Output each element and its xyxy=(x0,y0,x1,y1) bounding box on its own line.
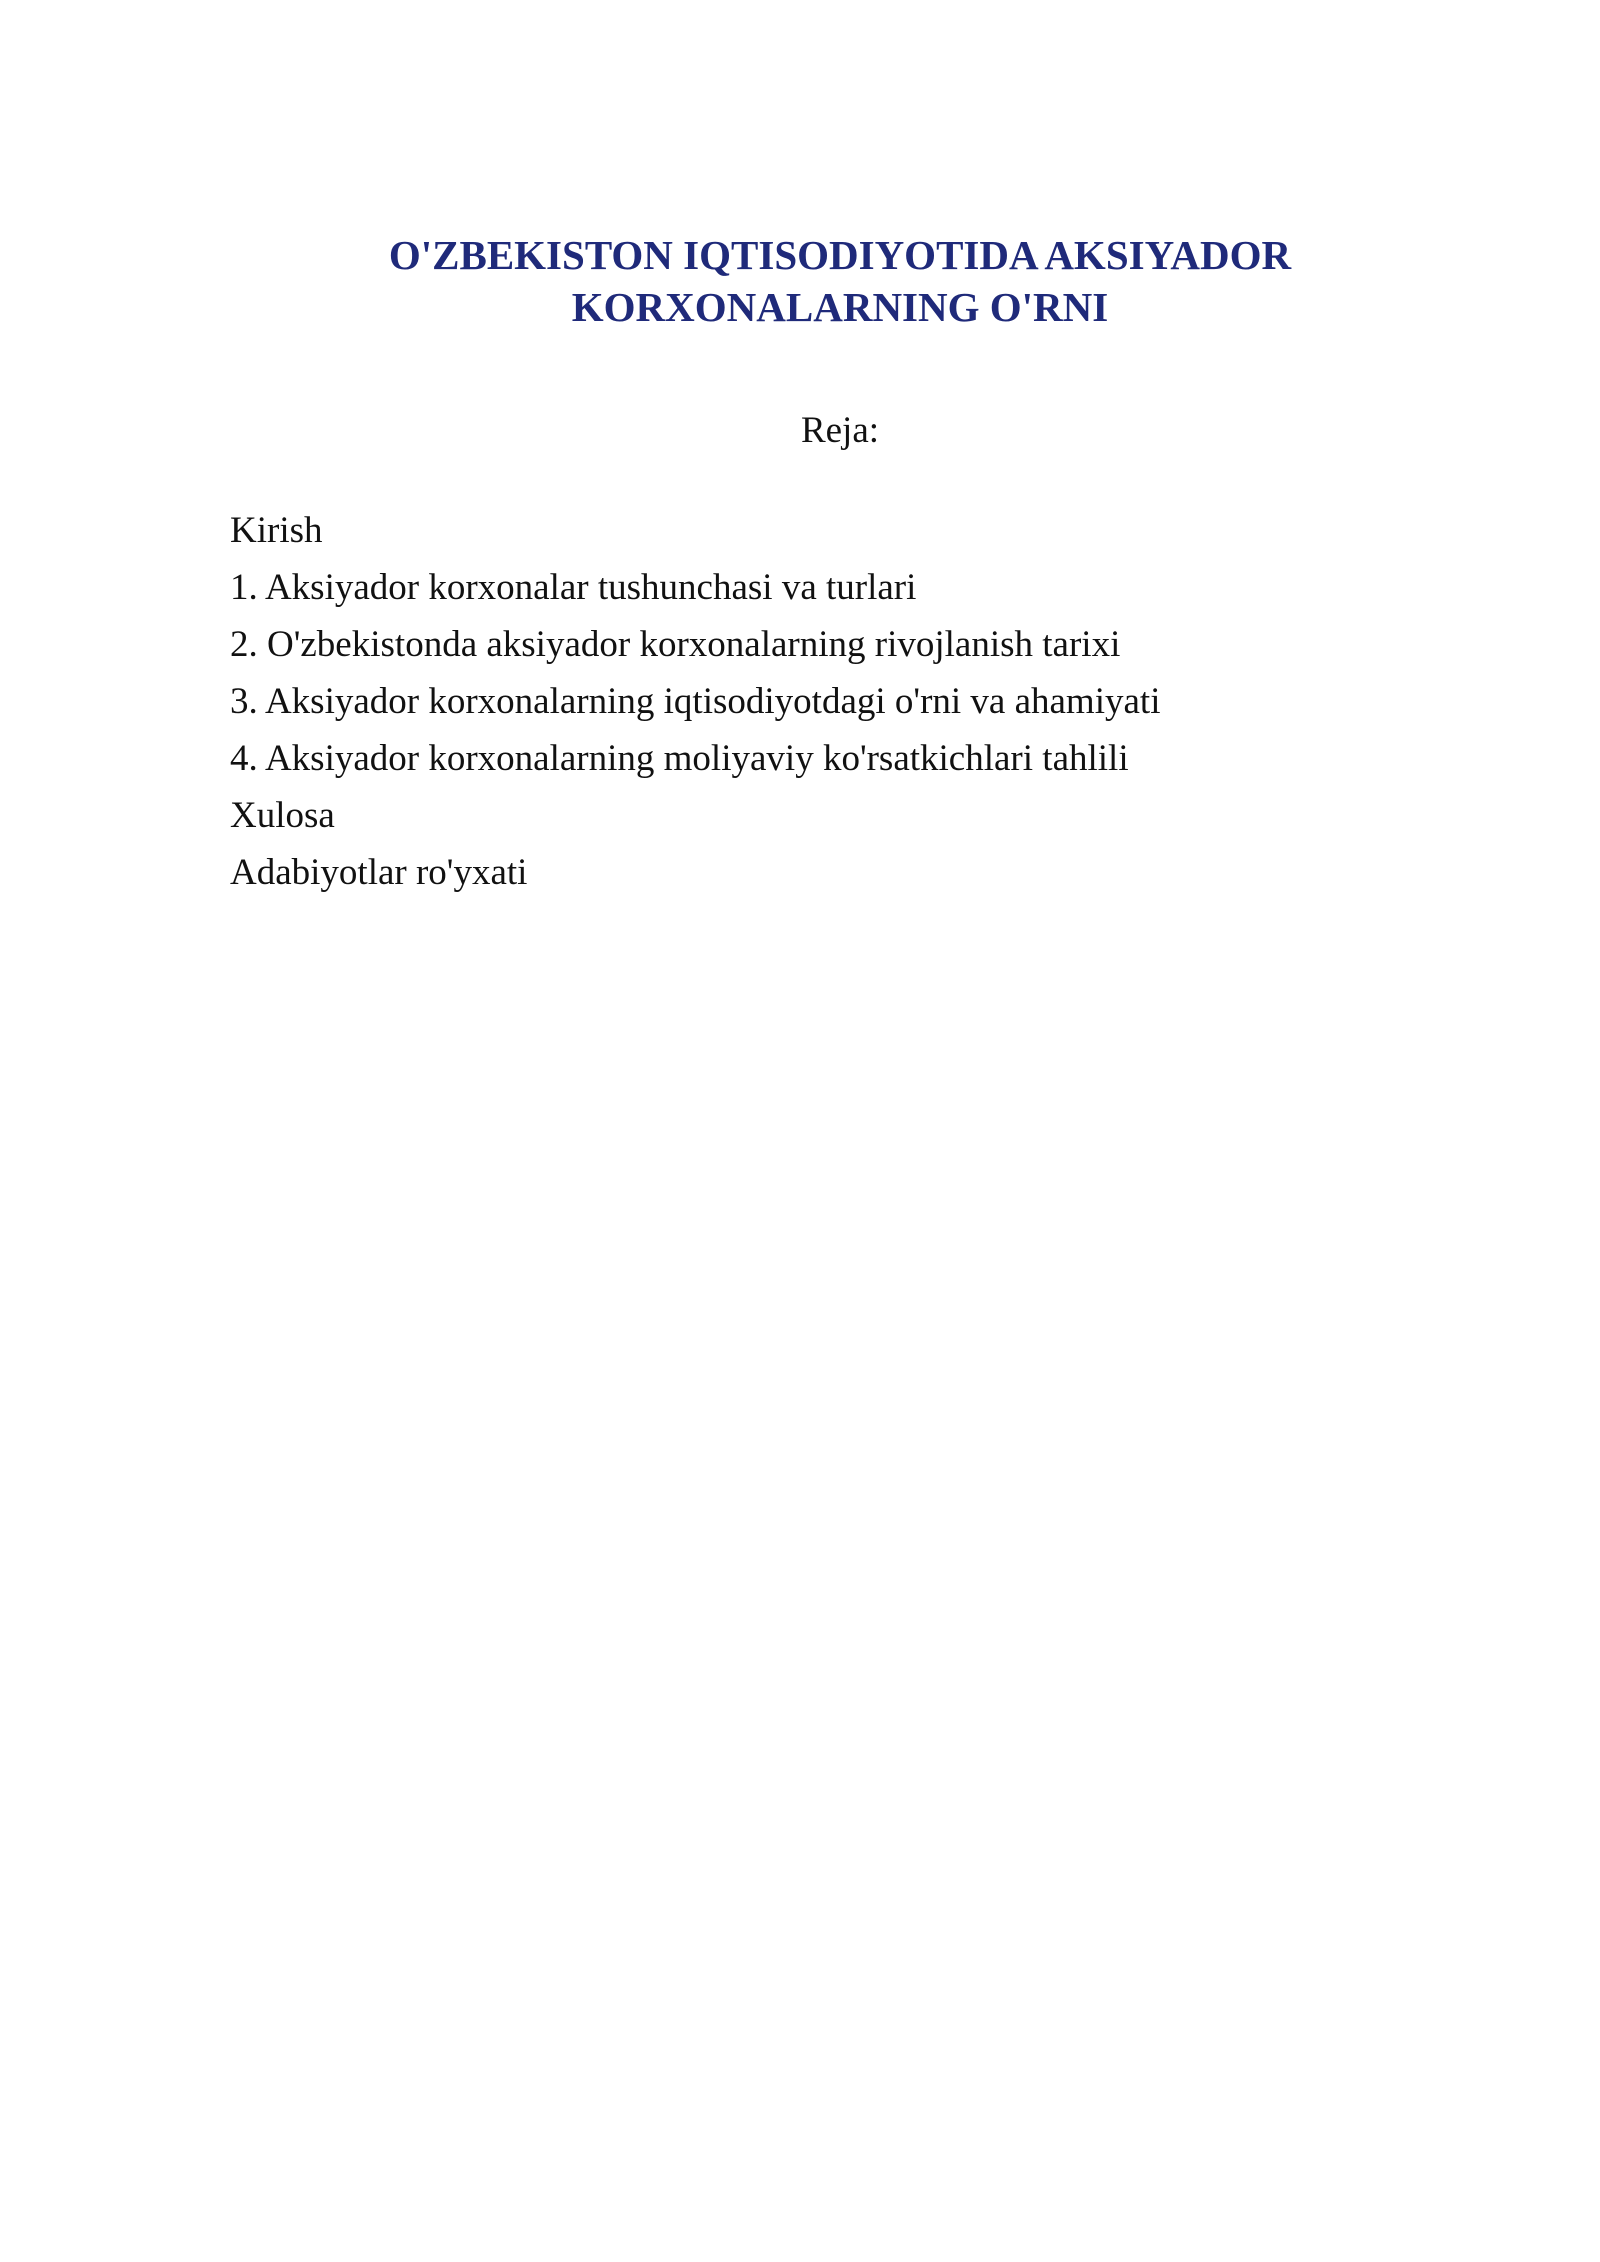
document-title-line-2: KORXONALARNING O'RNI xyxy=(571,284,1109,330)
outline-item-references: Adabiyotlar ro'yxati xyxy=(230,852,528,893)
outline-item-1: 1. Aksiyador korxonalar tushunchasi va turlari xyxy=(230,567,917,608)
document-title-line-1: O'ZBEKISTON IQTISODIYOTIDA AKSIYADOR xyxy=(388,232,1292,278)
outline-item-3: 3. Aksiyador korxonalarning iqtisodiyotdagi o'rni va ahamiyati xyxy=(230,681,1161,722)
outline-item-conclusion: Xulosa xyxy=(230,795,335,836)
plan-heading: Reja: xyxy=(800,410,880,451)
outline-item-4: 4. Aksiyador korxonalarning moliyaviy ko'rsatkichlari tahlili xyxy=(230,738,1129,779)
plan-outline xyxy=(230,502,1450,901)
outline-item-2: 2. O'zbekistonda aksiyador korxonalarning rivojlanish tarixi xyxy=(230,624,1121,665)
outline-item-introduction: Kirish xyxy=(230,510,323,551)
